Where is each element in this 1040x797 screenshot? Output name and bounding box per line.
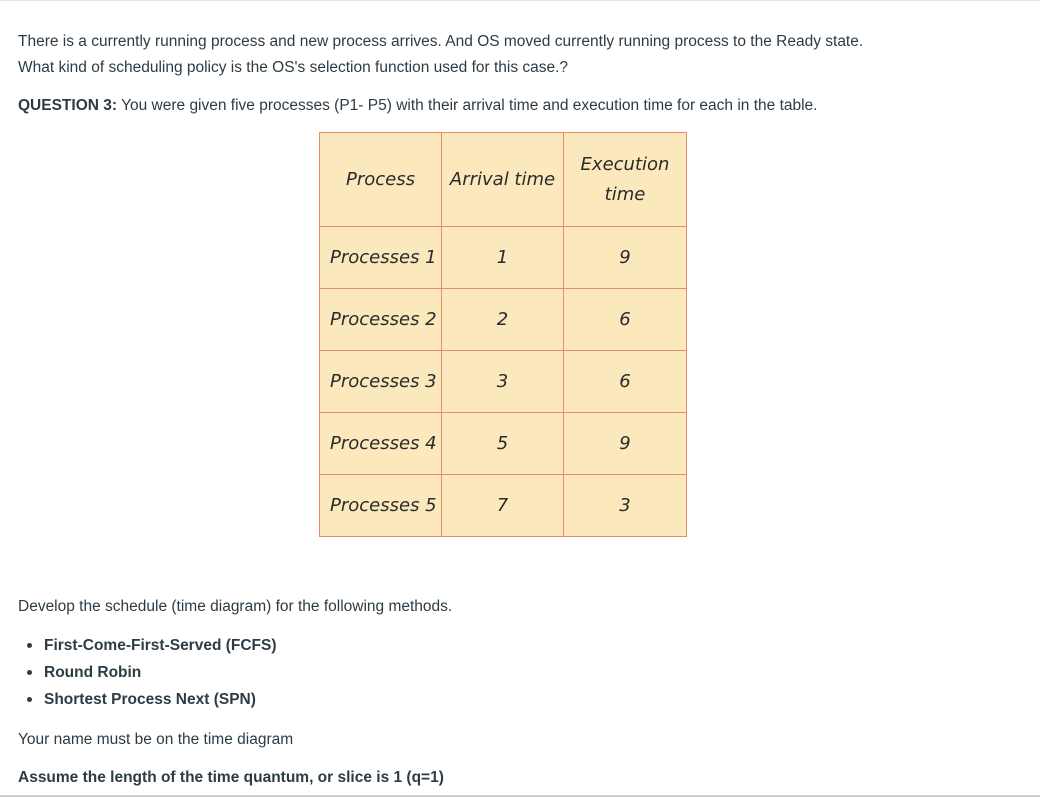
methods-list bbox=[18, 632, 277, 713]
list-item bbox=[18, 659, 277, 686]
header-process: Process bbox=[320, 133, 442, 227]
table-row bbox=[320, 475, 687, 537]
bullet-icon bbox=[27, 643, 32, 648]
table-row bbox=[320, 351, 687, 413]
header-execution-line-1: Execution bbox=[580, 153, 670, 175]
table-row bbox=[320, 289, 687, 351]
cell-arrival: 5 bbox=[442, 413, 564, 475]
cell-arrival: 7 bbox=[442, 475, 564, 537]
method-label: Round Robin bbox=[44, 664, 142, 681]
method-label: First-Come-First-Served (FCFS) bbox=[44, 637, 277, 654]
header-execution-time bbox=[564, 133, 687, 227]
cell-process: Processes 3 bbox=[320, 351, 442, 413]
question-3 bbox=[18, 93, 817, 119]
develop-instruction: Develop the schedule (time diagram) for the following methods. bbox=[18, 598, 453, 615]
cell-execution: 6 bbox=[564, 289, 687, 351]
name-instruction: Your name must be on the time diagram bbox=[18, 731, 294, 748]
cell-execution: 3 bbox=[564, 475, 687, 537]
cell-execution: 6 bbox=[564, 351, 687, 413]
quantum-assumption: Assume the length of the time quantum, or slice is 1 (q=1) bbox=[18, 769, 444, 786]
bullet-icon bbox=[27, 697, 32, 702]
table-row bbox=[320, 413, 687, 475]
table-header-row bbox=[320, 133, 687, 227]
bullet-icon bbox=[27, 670, 32, 675]
cell-arrival: 1 bbox=[442, 227, 564, 289]
intro-paragraph bbox=[18, 29, 1018, 81]
intro-line-1: There is a currently running process and new process arrives. And OS moved currently running process to the Ready state. bbox=[18, 33, 864, 50]
cell-execution: 9 bbox=[564, 413, 687, 475]
intro-line-2: What kind of scheduling policy is the OS's selection function used for this case.? bbox=[18, 59, 569, 76]
header-execution-line-2: time bbox=[604, 183, 646, 205]
cell-execution: 9 bbox=[564, 227, 687, 289]
process-table bbox=[319, 132, 687, 537]
cell-process: Processes 1 bbox=[320, 227, 442, 289]
method-label: Shortest Process Next (SPN) bbox=[44, 691, 256, 708]
table-row bbox=[320, 227, 687, 289]
cell-process: Processes 2 bbox=[320, 289, 442, 351]
header-arrival-time: Arrival time bbox=[442, 133, 564, 227]
cell-process: Processes 4 bbox=[320, 413, 442, 475]
question-label: QUESTION 3: bbox=[18, 97, 118, 114]
question-text: You were given five processes (P1- P5) with their arrival time and execution time for each in the table. bbox=[117, 97, 818, 114]
cell-process: Processes 5 bbox=[320, 475, 442, 537]
cell-arrival: 2 bbox=[442, 289, 564, 351]
cell-arrival: 3 bbox=[442, 351, 564, 413]
list-item bbox=[18, 686, 277, 713]
list-item bbox=[18, 632, 277, 659]
